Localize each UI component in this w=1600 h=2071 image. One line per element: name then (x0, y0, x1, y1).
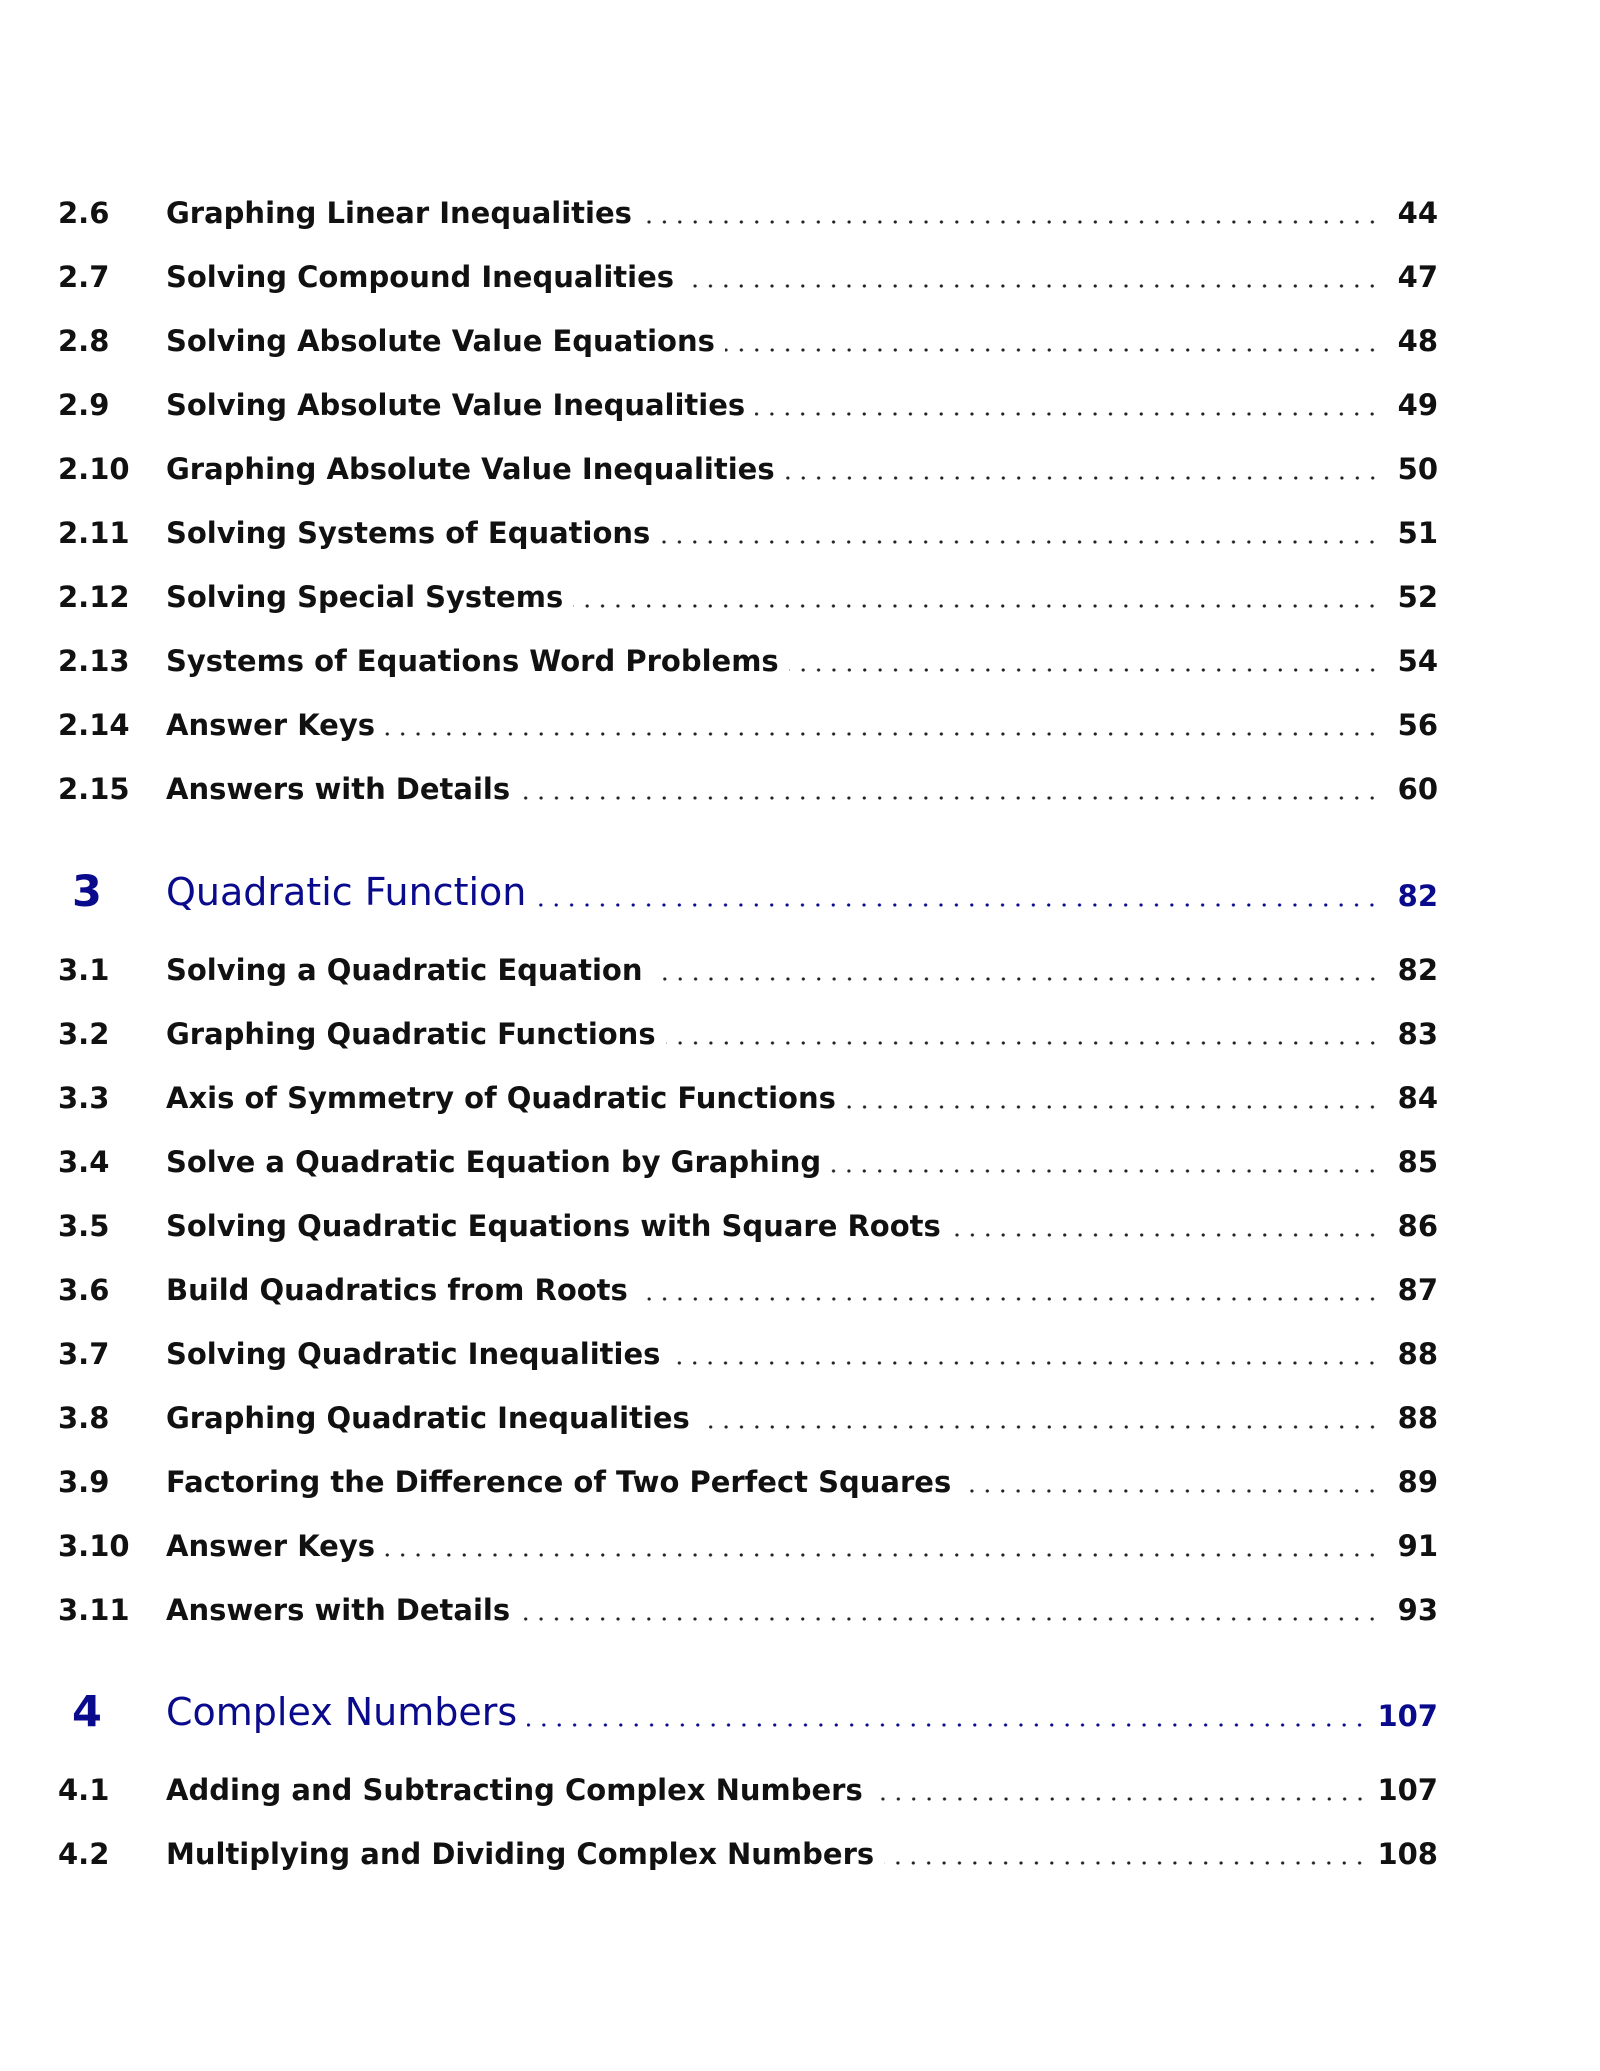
page-number: 107 (1377, 1699, 1438, 1733)
toc-entry-4-2[interactable] (58, 1824, 1438, 1874)
page-number: 107 (1377, 1773, 1438, 1807)
page-number: 82 (1397, 879, 1438, 913)
toc-entry-2-6[interactable] (58, 183, 1438, 233)
page-number: 89 (1397, 1465, 1438, 1499)
section-title: Solving Compound Inequalities (166, 260, 675, 294)
section-title: Solving Quadratic Equations with Square Roots (166, 1209, 941, 1243)
page-number: 87 (1397, 1273, 1438, 1307)
section-number: 3.5 (58, 1209, 110, 1243)
page-number: 91 (1397, 1529, 1438, 1563)
section-title: Answer Keys (166, 1529, 376, 1563)
page-number: 82 (1397, 953, 1438, 987)
page-number: 84 (1397, 1081, 1438, 1115)
dot-leader (638, 1270, 1380, 1310)
section-number: 4.2 (58, 1837, 110, 1871)
section-number: 2.8 (58, 324, 110, 358)
page-number: 44 (1397, 196, 1438, 230)
dot-leader (653, 950, 1380, 990)
page-number: 47 (1397, 260, 1438, 294)
section-number: 3.8 (58, 1401, 110, 1435)
toc-entry-3-3[interactable] (58, 1068, 1438, 1118)
page-number: 83 (1397, 1017, 1438, 1051)
dot-leader (785, 449, 1380, 489)
section-number: 2.10 (58, 452, 130, 486)
toc-entry-4-1[interactable] (58, 1760, 1438, 1810)
section-number: 3.11 (58, 1593, 130, 1627)
dot-leader (573, 577, 1380, 617)
page-number: 60 (1397, 772, 1438, 806)
page-number: 48 (1397, 324, 1438, 358)
toc-entry-3-11[interactable] (58, 1580, 1438, 1630)
toc-entry-2-8[interactable] (58, 311, 1438, 361)
section-title: Graphing Absolute Value Inequalities (166, 452, 775, 486)
toc-entry-2-12[interactable] (58, 567, 1438, 617)
toc-entry-3-10[interactable] (58, 1516, 1438, 1566)
dot-leader (385, 705, 1380, 745)
page-number: 86 (1397, 1209, 1438, 1243)
page-number: 85 (1397, 1145, 1438, 1179)
page-number: 54 (1397, 644, 1438, 678)
section-title: Answers with Details (166, 772, 511, 806)
section-number: 3.10 (58, 1529, 130, 1563)
dot-leader (660, 513, 1380, 553)
dot-leader (725, 321, 1380, 361)
dot-leader (846, 1078, 1380, 1118)
section-number: 2.11 (58, 516, 130, 550)
section-number: 2.13 (58, 644, 130, 678)
dot-leader (670, 1334, 1380, 1374)
section-number: 2.14 (58, 708, 130, 742)
section-title: Factoring the Difference of Two Perfect Squares (166, 1465, 952, 1499)
dot-leader (873, 1770, 1368, 1810)
page-number: 88 (1397, 1401, 1438, 1435)
toc-entry-3-4[interactable] (58, 1132, 1438, 1182)
toc-entry-3-7[interactable] (58, 1324, 1438, 1374)
page-number: 49 (1397, 388, 1438, 422)
page-number: 93 (1397, 1593, 1438, 1627)
page-number: 52 (1397, 580, 1438, 614)
toc-entry-2-15[interactable] (58, 759, 1438, 809)
section-number: 2.6 (58, 196, 110, 230)
chapter-number: 3 (72, 867, 102, 917)
section-number: 3.4 (58, 1145, 110, 1179)
dot-leader (961, 1462, 1380, 1502)
section-number: 3.2 (58, 1017, 110, 1051)
dot-leader (385, 1526, 1380, 1566)
dot-leader (642, 193, 1380, 233)
toc-chapter-4[interactable] (58, 1678, 1438, 1736)
section-number: 2.15 (58, 772, 130, 806)
toc-entry-2-7[interactable] (58, 247, 1438, 297)
section-title: Graphing Quadratic Functions (166, 1017, 656, 1051)
page-number: 51 (1397, 516, 1438, 550)
section-title: Solving Quadratic Inequalities (166, 1337, 661, 1371)
section-number: 2.7 (58, 260, 110, 294)
dot-leader (520, 769, 1380, 809)
toc-entry-3-9[interactable] (58, 1452, 1438, 1502)
section-title: Solving a Quadratic Equation (166, 953, 643, 987)
dot-leader (831, 1142, 1380, 1182)
section-title: Adding and Subtracting Complex Numbers (166, 1773, 863, 1807)
section-title: Solving Absolute Value Equations (166, 324, 715, 358)
section-title: Solving Absolute Value Inequalities (166, 388, 746, 422)
toc-entry-3-5[interactable] (58, 1196, 1438, 1246)
section-number: 3.1 (58, 953, 110, 987)
chapter-number: 4 (72, 1687, 102, 1737)
section-title: Axis of Symmetry of Quadratic Functions (166, 1081, 836, 1115)
dot-leader (527, 1696, 1367, 1736)
toc-chapter-3[interactable] (58, 858, 1438, 916)
section-title: Solving Special Systems (166, 580, 564, 614)
dot-leader (755, 385, 1380, 425)
section-title: Graphing Linear Inequalities (166, 196, 632, 230)
toc-entry-3-2[interactable] (58, 1004, 1438, 1054)
dot-leader (666, 1014, 1380, 1054)
chapter-title: Complex Numbers (166, 1690, 518, 1734)
toc-entry-2-10[interactable] (58, 439, 1438, 489)
section-number: 3.6 (58, 1273, 110, 1307)
section-number: 2.12 (58, 580, 130, 614)
dot-leader (789, 641, 1380, 681)
section-number: 3.3 (58, 1081, 110, 1115)
page-number: 108 (1377, 1837, 1438, 1871)
section-title: Systems of Equations Word Problems (166, 644, 779, 678)
section-title: Answer Keys (166, 708, 376, 742)
section-title: Solving Systems of Equations (166, 516, 651, 550)
section-title: Answers with Details (166, 1593, 511, 1627)
dot-leader (536, 876, 1380, 916)
chapter-title: Quadratic Function (166, 870, 527, 914)
dot-leader (884, 1834, 1367, 1874)
section-number: 3.7 (58, 1337, 110, 1371)
toc-entry-3-8[interactable] (58, 1388, 1438, 1438)
section-title: Graphing Quadratic Inequalities (166, 1401, 690, 1435)
section-number: 2.9 (58, 388, 110, 422)
section-number: 3.9 (58, 1465, 110, 1499)
dot-leader (951, 1206, 1380, 1246)
page-number: 88 (1397, 1337, 1438, 1371)
dot-leader (520, 1590, 1380, 1630)
dot-leader (700, 1398, 1380, 1438)
dot-leader (684, 257, 1380, 297)
toc-entry-3-1[interactable] (58, 940, 1438, 990)
page-number: 56 (1397, 708, 1438, 742)
page-number: 50 (1397, 452, 1438, 486)
toc-entry-2-14[interactable] (58, 695, 1438, 745)
toc-entry-2-9[interactable] (58, 375, 1438, 425)
section-number: 4.1 (58, 1773, 110, 1807)
toc-entry-2-13[interactable] (58, 631, 1438, 681)
section-title: Solve a Quadratic Equation by Graphing (166, 1145, 822, 1179)
section-title: Build Quadratics from Roots (166, 1273, 628, 1307)
toc-entry-3-6[interactable] (58, 1260, 1438, 1310)
toc-entry-2-11[interactable] (58, 503, 1438, 553)
section-title: Multiplying and Dividing Complex Numbers (166, 1837, 875, 1871)
